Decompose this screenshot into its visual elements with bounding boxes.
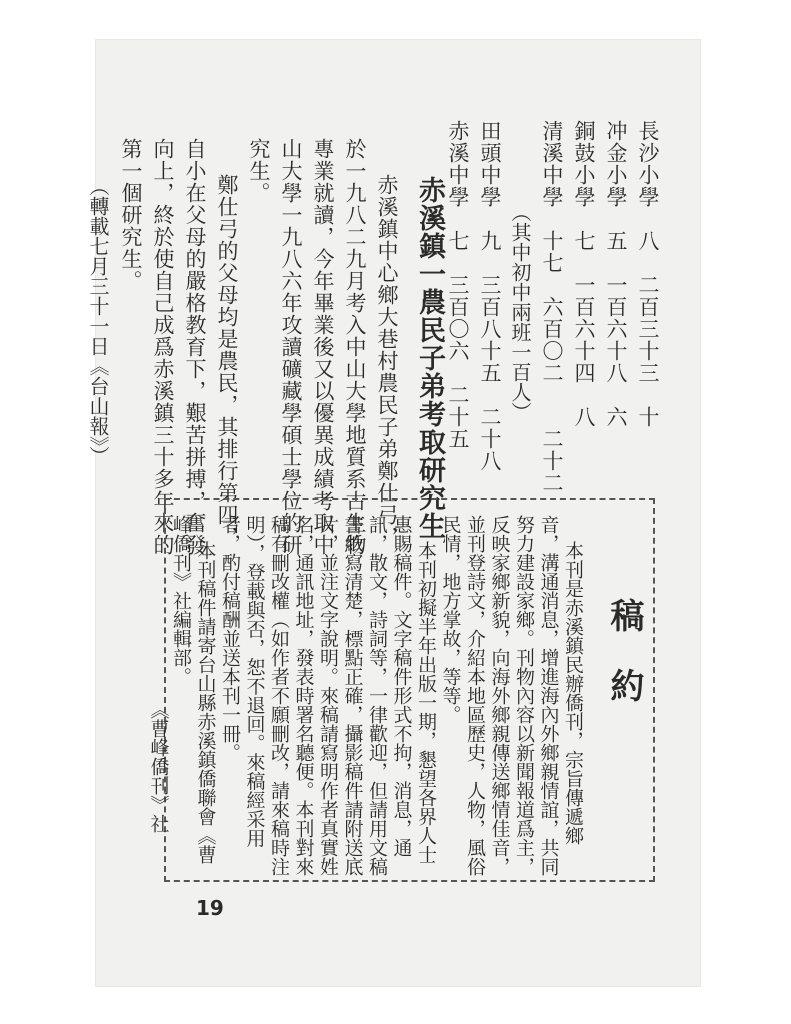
notice-signature: 《曹峰僑刊》社 — [147, 700, 170, 833]
article-line: 向上，終於使自己成爲赤溪鎮三十多年來的 — [151, 138, 175, 556]
table-row: 田頭中學 九 三百八十五 二十八 — [478, 120, 502, 472]
table-row: 清溪中學 十七 六百〇二 二十二 — [540, 120, 564, 494]
article-line: 於一九八二九月考入中山大學地質系古生物 — [343, 138, 367, 556]
notice-line: 民情，地方掌故，等等。 — [439, 515, 462, 724]
article-headline: 赤溪鎮一農民子弟考取研究生 — [414, 176, 445, 540]
notice-line: 本刊是赤溪鎮民辦僑刊，宗旨傳遞鄉 — [562, 541, 584, 845]
table-row: 赤溪中學 七 三百〇六 二十五 — [446, 120, 470, 450]
notice-line: 名，通訊地址，發表時署名聽便。本刊對來 — [292, 515, 315, 876]
notice-title: 稿約 — [604, 598, 644, 738]
notice-line: 訊，散文，詩詞等，一律歡迎，但請用文稿 — [366, 515, 388, 876]
notice-line: 明），登載與否，恕不退回。來稿經采用 — [243, 515, 266, 848]
article-line: 專業就讀，今年畢業後又以優異成績考取中 — [311, 138, 335, 556]
article-line: 第一個研究生。 — [119, 138, 143, 292]
notice-line: 本刊初擬半年出版一期，懇望各界人士 — [415, 541, 437, 864]
table-row: （其中初中兩班一百人） — [508, 202, 532, 422]
notice-line: 書紙寫清楚，標點正確，攝影稿件請附送底 — [341, 515, 364, 876]
article-line: 赤溪鎮中心鄉大巷村農民子弟鄭仕弓， — [375, 174, 399, 548]
article-line: 鄭仕弓的父母均是農民，其排行第四， — [215, 174, 239, 548]
table-row: 銅鼓小學 七 一百六十四 八 — [572, 120, 596, 428]
notice-line: 本刊稿件請寄台山縣赤溪鎮僑聯會《曹 — [194, 541, 217, 864]
notice-line: 惠賜稿件。文字稿件形式不拘，消息，通 — [390, 515, 413, 857]
page-number: 19 — [196, 896, 224, 920]
notice-line: 稿有刪改權（如作者不願刪改，請來稿時注 — [268, 515, 290, 876]
notice-line: 片，並注文字說明。來稿請寫明作者真實姓 — [317, 515, 339, 876]
table-row: 冲金小學 五 一百六十八 六 — [604, 120, 628, 428]
notice-line: 反映家鄉新貌，向海外鄉親傳送鄉情佳音， — [488, 515, 511, 876]
article-line: 山大學一九八六年攻讀礦藏學碩士學位的研 — [279, 138, 303, 556]
article-line: 自小在父母的嚴格教育下，艱苦拼搏，奮發 — [183, 138, 207, 556]
notice-line: 音，溝通消息，增進海內外鄉親情誼，共同 — [537, 515, 560, 876]
article-line: 究生。 — [247, 138, 271, 204]
notice-line: 並刊登詩文，介紹本地區歷史，人物，風俗 — [464, 515, 486, 876]
notice-line: 努力建設家鄉。刊物內容以新聞報道爲主， — [513, 515, 535, 876]
notice-line: 峰僑刊》社編輯部。 — [170, 515, 192, 686]
notice-line: 者，酌付稿酬並送本刊一冊。 — [219, 515, 241, 762]
table-row: 長沙小學 八 二百三十三 十 — [636, 120, 660, 428]
article-source-line: （轉載七月三十一日《台山報》） — [86, 176, 110, 466]
